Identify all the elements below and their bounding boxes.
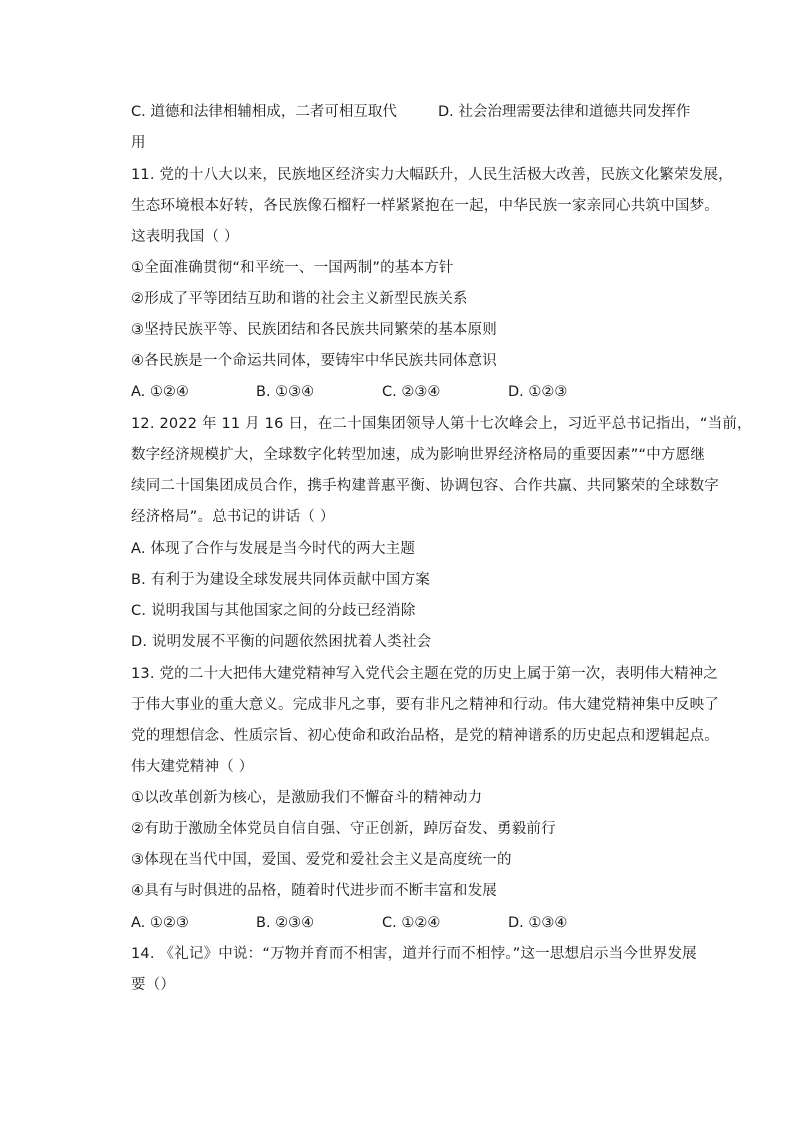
q13-option-c: C. ①②④	[382, 915, 441, 931]
q13-options-row	[131, 913, 696, 933]
q11-option-d: D. ①②③	[508, 384, 568, 400]
q12-stem-line-1: 12. 2022 年 11 月 16 日，在二十国集团领导人第十七次峰会上，习近平总书记指出，“当前，	[131, 416, 752, 432]
q10-option-c: C. 道德和法律相辅相成，二者可相互取代	[131, 104, 397, 120]
q11-stem-line-1: 11. 党的十八大以来，民族地区经济实力大幅跃升，人民生活极大改善，民族文化繁荣发展，	[131, 167, 733, 183]
q13-option-b: B. ②③④	[256, 915, 315, 931]
q11-statement-2: ②形成了平等团结互助和谐的社会主义新型民族关系	[131, 291, 468, 307]
q13-stem-line-2: 于伟大事业的重大意义。完成非凡之事，要有非凡之精神和行动。伟大建党精神集中反映了	[131, 697, 719, 713]
q13-statement-2: ②有助于激励全体党员自信自强、守正创新，踔厉奋发、勇毅前行	[131, 821, 556, 837]
q12-option-b: B. 有利于为建设全球发展共同体贡献中国方案	[131, 572, 431, 588]
q11-option-a: A. ①②④	[131, 384, 189, 400]
q10-options-row	[131, 102, 696, 122]
q13-statement-3: ③体现在当代中国，爱国、爱党和爱社会主义是高度统一的	[131, 852, 512, 868]
q14-stem-line-1: 14. 《礼记》中说：“万物并育而不相害，道并行而不相悖。”这一思想启示当今世界发展	[131, 946, 697, 962]
q10-option-d-continuation: 用	[131, 135, 146, 151]
q11-statement-3: ③坚持民族平等、民族团结和各民族共同繁荣的基本原则	[131, 322, 497, 338]
q11-statement-1: ①全面准确贯彻“和平统一、一国两制”的基本方针	[131, 260, 454, 276]
q11-stem-line-2: 生态环境根本好转，各民族像石榴籽一样紧紧抱在一起，中华民族一家亲同心共筑中国梦。	[131, 198, 719, 214]
q11-options-row	[131, 382, 696, 402]
q13-stem-line-4: 伟大建党精神（ ）	[131, 759, 254, 775]
q13-statement-1: ①以改革创新为核心，是激励我们不懈奋斗的精神动力	[131, 790, 483, 806]
q13-stem-line-3: 党的理想信念、性质宗旨、初心使命和政治品格，是党的精神谱系的历史起点和逻辑起点。	[131, 728, 719, 744]
q14-stem-line-2: 要（）	[131, 977, 176, 993]
q11-statement-4: ④各民族是一个命运共同体，要铸牢中华民族共同体意识	[131, 353, 497, 369]
q11-option-c: C. ②③④	[382, 384, 441, 400]
q13-option-d: D. ①③④	[508, 915, 568, 931]
q13-option-a: A. ①②③	[131, 915, 189, 931]
q12-option-c: C. 说明我国与其他国家之间的分歧已经消除	[131, 603, 416, 619]
q12-option-d: D. 说明发展不平衡的问题依然困扰着人类社会	[131, 634, 432, 650]
q13-stem-line-1: 13. 党的二十大把伟大建党精神写入党代会主题在党的历史上属于第一次，表明伟大精神之	[131, 666, 719, 682]
q11-stem-line-3: 这表明我国（ ）	[131, 229, 239, 245]
q12-stem-line-3: 续同二十国集团成员合作，携手构建普惠平衡、协调包容、合作共赢、共同繁荣的全球数字	[131, 478, 719, 494]
q13-statement-4: ④具有与时俱进的品格，随着时代进步而不断丰富和发展	[131, 883, 497, 899]
q12-stem-line-4: 经济格局”。总书记的讲话（ ）	[131, 509, 335, 525]
q10-option-d: D. 社会治理需要法律和道德共同发挥作	[438, 104, 691, 120]
q12-stem-line-2: 数字经济规模扩大，全球数字化转型加速，成为影响世界经济格局的重要因素”“中方愿继	[131, 447, 706, 463]
q11-option-b: B. ①③④	[256, 384, 315, 400]
q12-option-a: A. 体现了合作与发展是当今时代的两大主题	[131, 541, 416, 557]
